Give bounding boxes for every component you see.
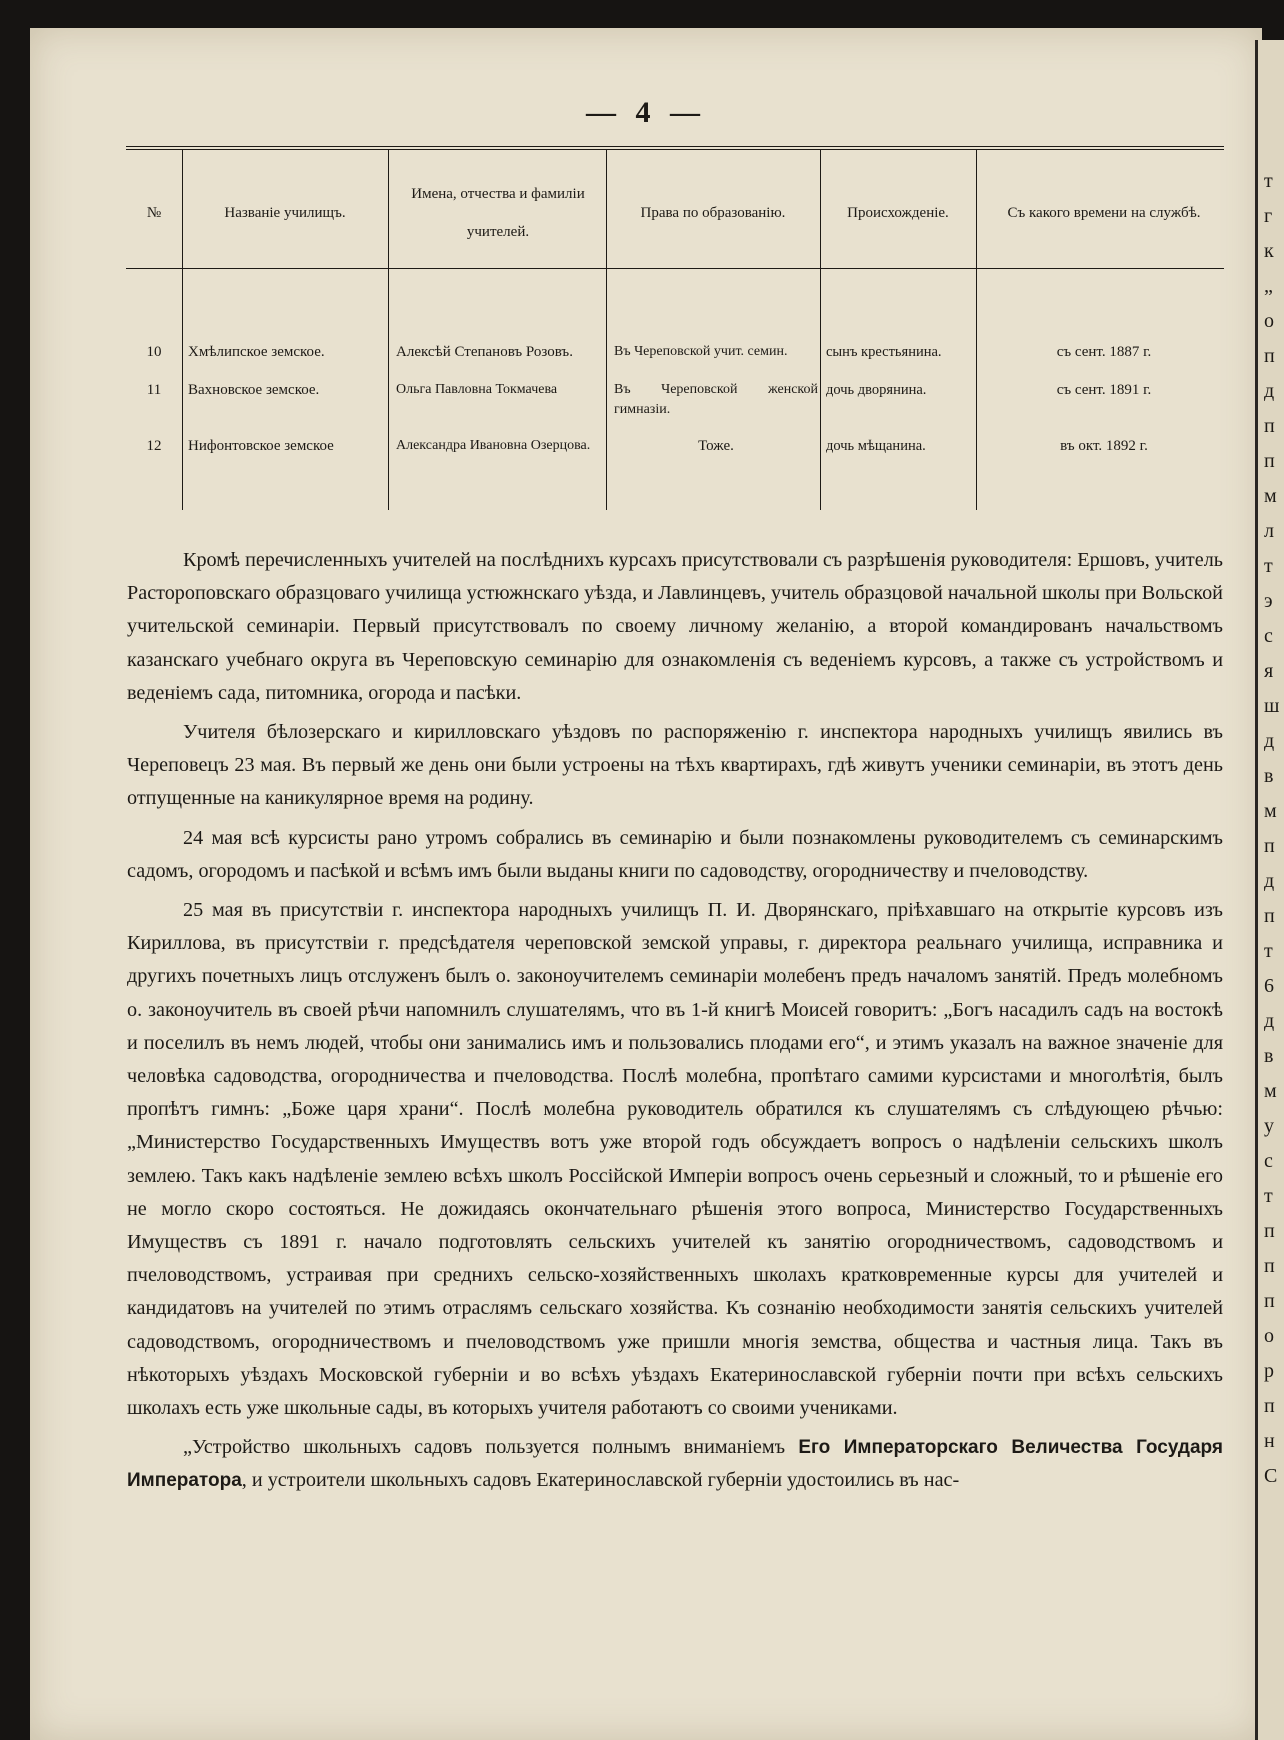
teachers-table — [126, 146, 1224, 510]
header-education: Права по образованію. — [640, 205, 786, 221]
row-since: въ окт. 1892 г. — [1060, 438, 1148, 454]
edge-letter: ш — [1264, 695, 1280, 717]
paragraph: 25 мая въ присутствіи г. инспектора народныхъ училищъ П. И. Дворянскаго, пріѣхавшаго на открытіе курсовъ изъ Кириллова, въ присутствіи г. предсѣдателя череповской земской управы, г. директора реальнаго училища, исправника и другихъ почетныхъ лицъ отслуженъ былъ о. законоучителемъ семинаріи молебенъ предъ началомъ занятій. Предъ молебномъ о. законоучитель въ своей рѣчи напомнилъ слушателямъ, что въ 1-й книгѣ Моисей говоритъ: „Богъ насадилъ садъ на востокѣ и поселилъ въ немъ людей, чтобы они занимались имъ и пользовались плодами его“, и этимъ указалъ на важное значеніе для человѣка садоводства, огородничества и пчеловодства. Послѣ молебна, пропѣтаго самими курсистами и многолѣтія, былъ пропѣтъ гимнъ: „Боже царя храни“. Послѣ молебна руководитель обратился къ слушателямъ съ слѣдующею рѣчью: „Министерство Государственныхъ Имуществъ вотъ уже второй годъ обсуждаетъ вопросъ о надѣленіи сельскихъ школъ землею. Такъ какъ надѣленіе землею всѣхъ школъ Россійской Имперіи вопросъ очень серьезный и сложный, то и рѣшеніе его не могло скоро состояться. Не дожидаясь окончательнаго рѣшенія этого вопроса, Министерство Государственныхъ Имуществъ съ 1891 г. начало подготовлять сельскихъ учителей къ занятію огородничествомъ, садоводствомъ и пчеловодствомъ, устраивая при среднихъ сельско-хозяйственныхъ школахъ кратковременные курсы для учителей и кандидатовъ на учителей по этимъ отраслямъ сельскаго хозяйства. Къ сознанію необходимости занятія сельскихъ учителей садоводствомъ, огородничествомъ и пчеловодствомъ уже пришли многія земства, общества и частныя лица. Такъ въ нѣкоторыхъ уѣздахъ Московской губерніи и во всѣхъ уѣздахъ Екатеринославской губерніи почти при всѣхъ сельскихъ школахъ есть уже школьные сады, въ которыхъ учителя работаютъ со своими учениками. — [127, 899, 1223, 1420]
row-school: Нифонтовское земское — [188, 438, 334, 454]
next-page-edge — [1255, 40, 1284, 1740]
row-since: съ сент. 1891 г. — [1056, 382, 1152, 398]
edge-letter: д — [1264, 380, 1275, 402]
edge-letter: п — [1264, 415, 1275, 437]
edge-letter: о — [1264, 1325, 1274, 1347]
row-teacher: Ольга Павловна Токмачева — [396, 382, 558, 397]
header-since: Съ какого времени на службѣ. — [1007, 205, 1201, 221]
edge-letter: д — [1264, 1010, 1275, 1032]
edge-letter: п — [1264, 345, 1275, 367]
document-page — [30, 28, 1262, 1740]
column-divider — [976, 150, 977, 510]
row-teacher: Александра Ивановна Озерцова. — [396, 438, 591, 453]
emphasized-title: Его Императорскаго Величества Государя Императора — [127, 1437, 1223, 1492]
row-origin: дочь мѣщанина. — [826, 438, 926, 454]
edge-letter: п — [1264, 1255, 1275, 1277]
header-school: Названіе училищъ. — [224, 205, 346, 221]
edge-letter: т — [1264, 940, 1273, 962]
row-teacher: Алексѣй Степановъ Розовъ. — [396, 344, 573, 360]
page-number: — 4 — — [586, 96, 706, 129]
row-since: съ сент. 1887 г. — [1056, 344, 1152, 360]
edge-letter: у — [1264, 1115, 1274, 1137]
row-education: Въ Череповской учит. семин. — [614, 344, 788, 359]
edge-letter: т — [1264, 555, 1273, 577]
row-school: Хмѣлипское земское. — [188, 344, 325, 360]
edge-letter: м — [1264, 1080, 1277, 1102]
edge-letter: н — [1264, 1430, 1275, 1452]
edge-letter: п — [1264, 1395, 1275, 1417]
edge-letter: г — [1264, 205, 1273, 227]
edge-letter: в — [1264, 1045, 1274, 1067]
paragraph — [127, 1431, 1223, 1497]
edge-letter: д — [1264, 870, 1275, 892]
edge-letter: р — [1264, 1360, 1274, 1382]
edge-letter: п — [1264, 835, 1275, 857]
edge-letter: о — [1264, 310, 1274, 332]
edge-letter: 6 — [1264, 975, 1274, 997]
edge-letter: э — [1264, 590, 1273, 612]
column-divider — [388, 150, 389, 510]
header-num: № — [146, 205, 162, 221]
edge-letter: в — [1264, 765, 1274, 787]
paragraph-start: „Устройство школьныхъ садовъ пользуется полнымъ вниманіемъ — [183, 1436, 799, 1459]
row-education: Тоже. — [698, 438, 734, 454]
edge-letter: „ — [1264, 275, 1273, 297]
edge-letter: п — [1264, 905, 1275, 927]
edge-letter: С — [1264, 1465, 1278, 1487]
paragraph-end: , и устроители школьныхъ садовъ Екатеринославской губерніи удостоились въ нас- — [241, 1469, 960, 1492]
row-origin: сынъ крестьянина. — [826, 344, 942, 360]
body-text — [127, 544, 1223, 1498]
table-header-divider — [126, 268, 1224, 269]
edge-letter: я — [1264, 660, 1274, 682]
paragraph: Кромѣ перечисленныхъ учителей на послѣднихъ курсахъ присутствовали съ разрѣшенія руководителя: Ершовъ, учитель Растороповскаго образцоваго училища устюжнскаго уѣзда, и Лавлинцевъ, учитель образцовой начальной школы при Вольской учительской семинаріи. Первый присутствовалъ по своему личному желанію, а второй командированъ начальствомъ казанскаго учебнаго округа въ Череповскую семинарію для ознакомленія съ веденіемъ курсовъ, а также съ устройствомъ и веденіемъ сада, питомника, огорода и пасѣки. — [127, 549, 1223, 704]
edge-letter: к — [1264, 240, 1274, 262]
edge-letter: т — [1264, 1185, 1273, 1207]
row-school: Вахновское земское. — [188, 382, 320, 398]
edge-letter: д — [1264, 730, 1275, 752]
edge-letter: п — [1264, 1220, 1275, 1242]
row-num: 10 — [146, 344, 162, 360]
edge-letter: м — [1264, 800, 1277, 822]
edge-letter: п — [1264, 1290, 1275, 1312]
header-teachers: Имена, отчества и фамиліи учителей. — [411, 186, 585, 240]
edge-letter: т — [1264, 170, 1273, 192]
edge-letter: п — [1264, 450, 1275, 472]
paragraph: 24 мая всѣ курсисты рано утромъ собрались въ семинарію и были познакомлены руководителемъ съ семинарскимъ садомъ, огородомъ и пасѣкой и всѣмъ имъ были выданы книги по садоводству, огородничеству и пчеловодству. — [127, 826, 1223, 882]
row-num: 11 — [146, 382, 162, 398]
edge-letter: с — [1264, 625, 1273, 647]
edge-letter: л — [1264, 520, 1274, 542]
edge-letter: с — [1264, 1150, 1273, 1172]
header-origin: Происхожденіе. — [847, 205, 949, 221]
row-num: 12 — [146, 438, 162, 454]
edge-letter: м — [1264, 485, 1277, 507]
paragraph: Учителя бѣлозерскаго и кирилловскаго уѣздовъ по распоряженію г. инспектора народныхъ училищъ явились въ Череповецъ 23 мая. Въ первый же день они были устроены на тѣхъ квартирахъ, гдѣ живутъ ученики семинаріи, въ этотъ день отпущенные на каникулярное время на родину. — [127, 721, 1223, 810]
row-education: Въ Череповской женской гимназіи. — [614, 382, 818, 417]
row-origin: дочь дворянина. — [826, 382, 927, 398]
